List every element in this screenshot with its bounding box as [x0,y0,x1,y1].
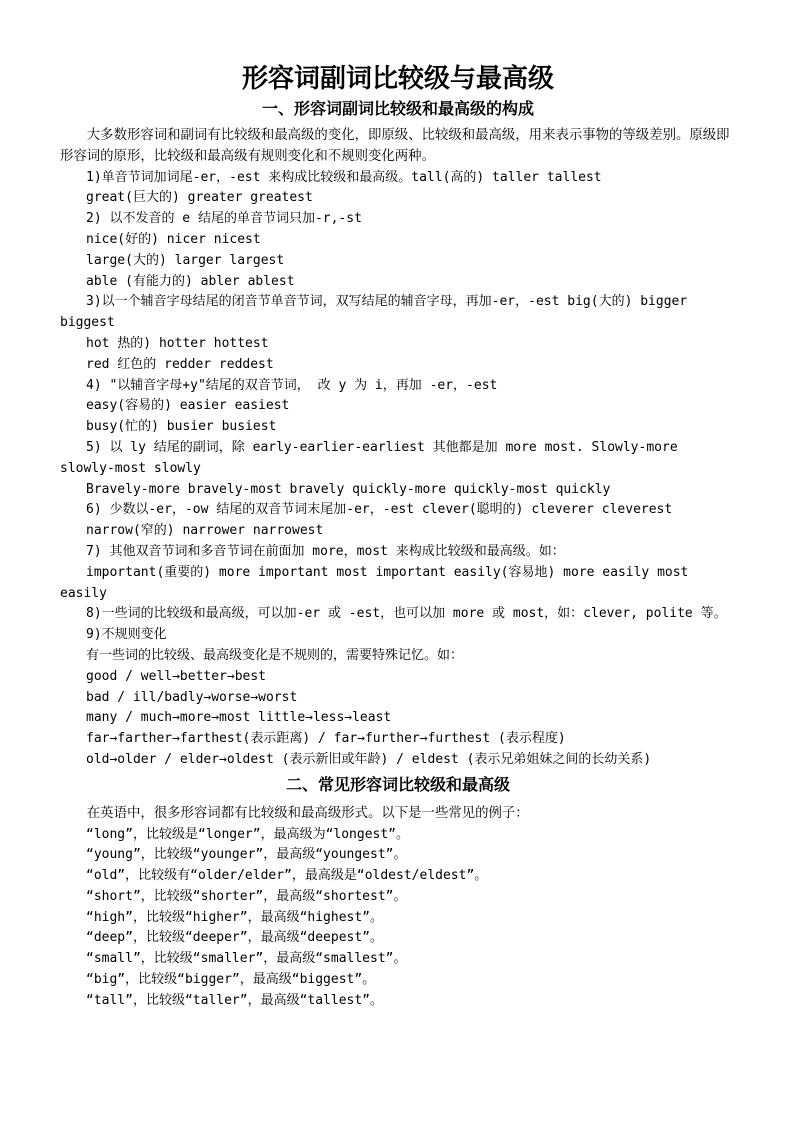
section2-line: “big”，比较级“bigger”，最高级“biggest”。 [86,972,376,988]
section1-line: nice(好的) nicer nicest [86,231,261,247]
section1-line: large(大的) larger largest [86,252,285,268]
section1-line: 9)不规则变化 [86,627,167,643]
section1-line: able (有能力的) abler ablest [86,273,295,289]
section1-line: narrow(窄的) narrower narrowest [86,523,324,539]
section1-heading: 一、形容词副词比较级和最高级的构成 [261,99,534,118]
section2-line: “long”，比较级是“longer”，最高级为“longest”。 [86,826,410,842]
section2-line: “tall”，比较级“taller”，最高级“tallest”。 [86,992,384,1008]
section1-line: bad / ill/badly→worse→worst [86,689,298,705]
section2-line: “small”，比较级“smaller”，最高级“smallest”。 [86,951,407,967]
section1-line: Bravely-more bravely-most bravely quickly-more quickly-most quickly [86,481,611,497]
section1-line: 有一些词的比较级、最高级变化是不规则的，需要特殊记忆。如： [86,647,464,663]
document-page [60,62,736,1012]
section2-line: “deep”，比较级“deeper”，最高级“deepest”。 [86,930,384,946]
section2-line: “old”，比较级有“older/elder”，最高级是“oldest/eldest”。 [86,868,488,884]
section1-line: old→older / elder→oldest (表示新旧或年龄) / eldest (表示兄弟姐妹之间的长幼关系) [86,751,652,767]
section2-heading: 二、常见形容词比较级和最高级 [285,774,510,794]
section1-body [60,126,736,771]
section2-body [60,804,736,1012]
section1-line: 6) 少数以-er，-ow 结尾的双音节词末尾加-er，-est clever(聪明的) cleverer cleverest [86,502,673,518]
section1-line: many / much→more→most little→less→least [86,710,392,726]
section1-line: good / well→better→best [86,668,267,684]
section1-line: far→farther→farthest(表示距离) / far→further→furthest (表示程度) [86,731,566,747]
document-title: 形容词副词比较级与最高级 [241,64,554,94]
section1-line: 5) 以 ly 结尾的副词，除 early-earlier-earliest 其他都是加 more most. Slowly-more slowly-most slowly [60,439,678,476]
section1-line: important(重要的) more important most important easily(容易地) more easily most easily [60,564,689,601]
section1-line: hot 热的) hotter hottest [86,335,269,351]
section1-line: 大多数形容词和副词有比较级和最高级的变化，即原级、比较级和最高级，用来表示事物的等级差别。原级即形容词的原形，比较级和最高级有规则变化和不规则变化两种。 [60,128,730,164]
section1-line: 4) "以辅音字母+y"结尾的双音节词， 改 y 为 i，再加 -er，-est [86,377,498,393]
section1-line: 7) 其他双音节词和多音节词在前面加 more，most 来构成比较级和最高级。如： [86,543,565,559]
section1-line: red 红色的 redder reddest [86,356,274,372]
section2-line: “young”，比较级“younger”，最高级“youngest”。 [86,847,407,863]
section2-line: “short”，比较级“shorter”，最高级“shortest”。 [86,888,407,904]
section1-line: easy(容易的) easier easiest [86,398,290,414]
section1-line: 2) 以不发音的 e 结尾的单音节词只加-r,-st [86,211,362,227]
section1-line: 3)以一个辅音字母结尾的闭音节单音节词，双写结尾的辅音字母，再加-er，-est big(大的) bigger biggest [60,294,688,331]
section1-line: great(巨大的) greater greatest [86,190,313,206]
section1-line: busy(忙的) busier busiest [86,419,277,435]
section1-line: 8)一些词的比较级和最高级，可以加-er 或 -est，也可以加 more 或 most，如：clever, polite 等。 [86,606,727,622]
section2-line: “high”，比较级“higher”，最高级“highest”。 [86,909,384,925]
section2-line: 在英语中，很多形容词都有比较级和最高级形式。以下是一些常见的例子： [86,805,529,821]
section1-line: 1)单音节词加词尾-er，-est 来构成比较级和最高级。tall(高的) taller tallest [86,169,602,185]
